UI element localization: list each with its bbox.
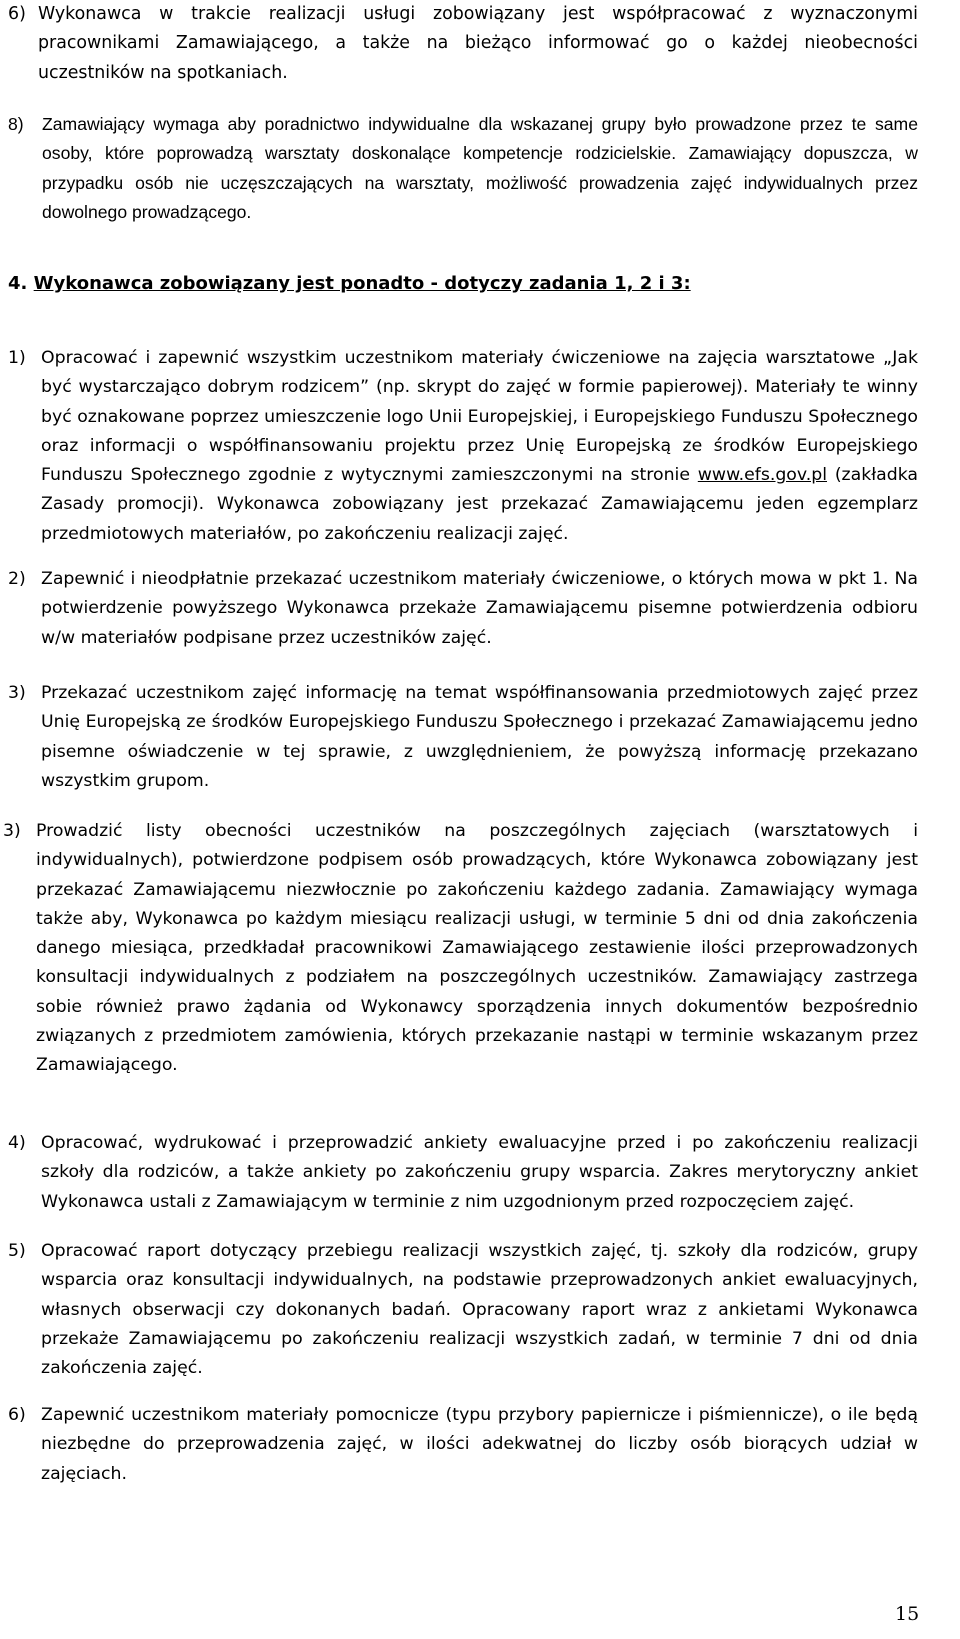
page-number: 15 — [895, 1603, 920, 1625]
list-item — [8, 110, 918, 227]
item-text: Opracować raport dotyczący przebiegu realizacji wszystkich zajęć, tj. szkoły dla rodziców, grupy wsparcia oraz konsultacji indywidualnych, na podstawie przeprowadzonych ankiet ewaluacyjnych, własnych obserwacji czy dokonanych badań. Opracowany raport wraz z ankietami Wykonawca przekaże Zamawiającemu po zakończeniu realizacji wszystkich zadań, w terminie 7 dni od dnia zakończenia zajęć. — [41, 1241, 918, 1379]
list-item — [8, 1237, 918, 1383]
list-item — [8, 1129, 918, 1217]
efs-link[interactable]: www.efs.gov.pl — [697, 465, 828, 486]
list-item — [8, 0, 918, 88]
item-number: 8) — [8, 114, 24, 134]
item-text: Opracować, wydrukować i przeprowadzić ankiety ewaluacyjne przed i po zakończeniu realizacji szkoły dla rodziców, a także ankiety po zakończeniu grupy wsparcia. Zakres merytoryczny ankiet Wykonawca ustali z Zamawiającym w terminie z nim uzgodnionym przed rozpoczęciem zajęć. — [41, 1133, 918, 1212]
item-number: 3) — [3, 821, 21, 841]
item-number: 1) — [8, 348, 26, 368]
item-number: 2) — [8, 569, 26, 589]
item-number: 4) — [8, 1133, 26, 1153]
item-text: Opracować i zapewnić wszystkim uczestnikom materiały ćwiczeniowe na zajęcia warsztatowe „Jak być wystarczająco dobrym rodzicem” (np. skrypt do zajęć w formie papierowej). Materiały te winny być oznakowane poprzez umieszczenie logo Unii Europejskiej, i Europejskiego Funduszu Społecznego oraz informacji o współfinansowaniu projektu przez Unię Europejską ze środków Europejskiego Funduszu Społecznego zgodnie z wytycznymi zamieszczonymi na stronie www.efs.gov.pl (zakładka Zasady promocji). Wykonawca zobowiązany jest przekazać Zamawiającemu jeden egzemplarz przedmiotowych materiałów, po zakończeniu realizacji zajęć. — [41, 348, 918, 544]
item-text: Zapewnić i nieodpłatnie przekazać uczestnikom materiały ćwiczeniowe, o których mowa w pkt 1. Na potwierdzenie powyższego Wykonawca przekaże Zamawiającemu pisemne potwierdzenia odbioru w/w materiałów podpisane przez uczestników zajęć. — [41, 569, 918, 648]
item-text: Zamawiający wymaga aby poradnictwo indywidualne dla wskazanej grupy było prowadzone przez te same osoby, które poprowadzą warsztaty doskonalące kompetencje rodzicielskie. Zamawiający dopuszcza, w przypadku osób nie uczęszczających na warsztaty, możliwość prowadzenia zajęć indywidualnych przez dowolnego prowadzącego. — [42, 114, 918, 222]
item-number: 6) — [8, 4, 26, 24]
item-number: 3) — [8, 683, 26, 703]
list-item — [8, 1401, 918, 1489]
item-text: Wykonawca w trakcie realizacji usługi zobowiązany jest współpracować z wyznaczonymi pracownikami Zamawiającego, a także na bieżąco informować go o każdej nieobecności uczestników na spotkaniach. — [38, 4, 918, 83]
list-item — [8, 679, 918, 796]
item-number: 6) — [8, 1405, 26, 1425]
item-text: Przekazać uczestnikom zajęć informację na temat współfinansowania przedmiotowych zajęć przez Unię Europejską ze środków Europejskiego Funduszu Społecznego i przekazać Zamawiającemu jedno pisemne oświadczenie w tej sprawie, z uwzględnieniem, że powyższą informację przekazano wszystkim grupom. — [41, 683, 918, 791]
item-text: Prowadzić listy obecności uczestników na poszczególnych zajęciach (warsztatowych i indywidualnych), potwierdzone podpisem osób prowadzących, które Wykonawca zobowiązany jest przekazać Zamawiającemu niezwłocznie po zakończeniu każdego zadania. Zamawiający wymaga także aby, Wykonawca po każdym miesiącu realizacji usługi, w terminie 5 dni od dnia zakończenia danego miesiąca, przedkładał pracownikowi Zamawiającego zestawienie ilości przeprowadzonych konsultacji indywidualnych z podziałem na poszczególnych uczestników. Zamawiający zastrzega sobie również prawo żądania od Wykonawcy sporządzenia innych dokumentów bezpośrednio związanych z przedmiotem zamówienia, których przekazanie nastąpi w terminie wskazanym przez Zamawiającego. — [36, 821, 918, 1076]
list-item — [8, 565, 918, 653]
item-number: 5) — [8, 1241, 26, 1261]
section-heading-number: 4. — [8, 273, 28, 294]
list-item — [8, 344, 918, 549]
item-text: Zapewnić uczestnikom materiały pomocnicze (typu przybory papiernicze i piśmiennicze), o ile będą niezbędne do przeprowadzenia zajęć, w ilości adekwatnej do liczby osób biorących udział w zajęciach. — [41, 1405, 918, 1484]
section-heading — [8, 269, 691, 299]
list-item — [3, 817, 918, 1081]
section-heading-title: Wykonawca zobowiązany jest ponadto - dotyczy zadania 1, 2 i 3: — [33, 273, 691, 294]
